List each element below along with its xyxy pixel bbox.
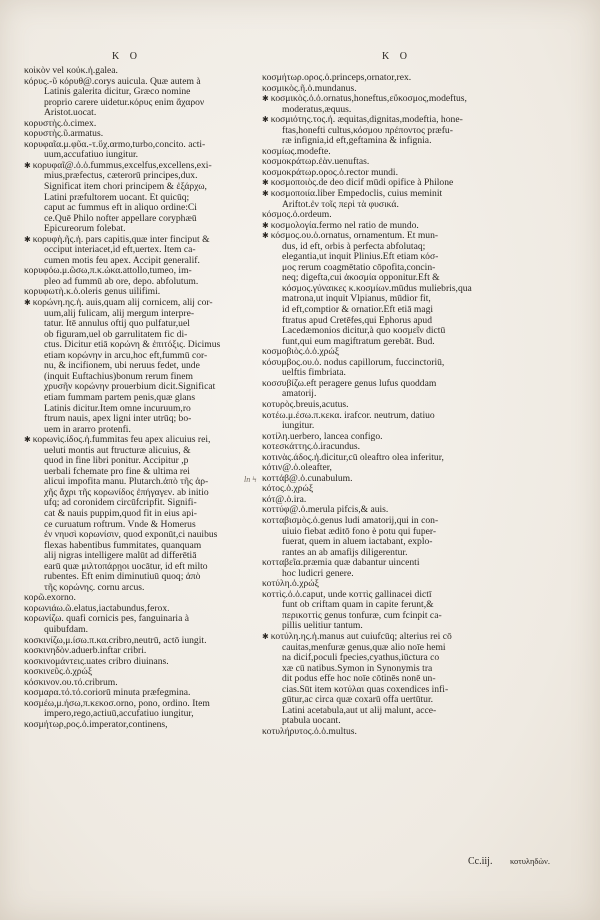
- text-line: neq; digefta,cui ἀκοσμία opponitur.Eft &: [282, 273, 440, 284]
- text-line: περικοττὶς genus tonfuræ, cum fcinpit ca-: [282, 610, 442, 621]
- text-line: ✱ κοσμοποιὸς.de deo dicif mūdi opifice à Philone: [262, 178, 507, 189]
- text-line: uerbali fchemate pro fine & ultima rei: [44, 466, 190, 477]
- right-column: [262, 73, 507, 737]
- text-line: occiput interiacet,id eft,uertex. Item ca-: [44, 245, 196, 256]
- text-line: ἐν νηυσὶ κορωνίσιν, quod exponūt,ci nauibus: [44, 530, 218, 541]
- text-line: earū quæ μιλτοπάρῃοι uocātur, id eft milto: [44, 561, 208, 572]
- text-line: ftas,honefti cultus,κόσμου πρέποντος præfu-: [282, 125, 453, 136]
- text-line: iungitur.: [282, 421, 315, 432]
- text-line: τῆς κορώνης. cornu arcus.: [44, 582, 145, 593]
- text-line: id eft,comptior & ornatior.Eft etiā magi: [282, 305, 434, 316]
- text-line: κορυστὴς.ῦ.armatus.: [24, 129, 104, 140]
- text-line: κορῶ.exorno.: [24, 593, 76, 604]
- text-line: na dicif,poculi fpecies,cyathus,iūctura co: [282, 653, 440, 664]
- text-line: κόρυς.-ῦ κόρυθ@.corys auicula. Quæ autem à: [24, 76, 201, 87]
- text-line: nu, & incifionem, ubi neruus fedet, unde: [44, 361, 200, 372]
- signature-line: [468, 856, 550, 867]
- text-line: κότ@.ὁ.ira.: [262, 494, 307, 505]
- text-line: xæ cū natibus.Symon in Synonymis tra: [282, 663, 433, 674]
- text-line: Latinis dicitur.Item omne incuruum,ro: [44, 403, 191, 414]
- text-line: Lacedæmonios dicitur,à quo κοσμεῖν dictū: [282, 326, 446, 337]
- text-line: quibufdam.: [44, 624, 88, 635]
- text-line: κοτεσκάττης.ὁ.iracundus.: [262, 442, 361, 453]
- text-line: etiam fummam partem penis,quæ glans: [44, 392, 196, 403]
- text-line: cumen motis feu apex. Accipit generalif.: [44, 255, 200, 266]
- text-line: κοσμοβιὸς.ὁ.ὁ.χρώξ: [262, 347, 340, 358]
- text-line: κοτταβεῖα.præmia quæ dabantur uincenti: [262, 558, 420, 569]
- text-line: cat & nauis puppim,quod fit in eius api-: [44, 508, 197, 519]
- text-line: κοσκινίζω,μ.ίσω.π.κα.cribro,neutrū, actō iungit.: [24, 635, 207, 646]
- text-line: uiuio fiebat æditō fono è potu qui fuper-: [282, 526, 437, 537]
- text-line: Latini præfultorem uocant. Et quicūq;: [44, 192, 190, 203]
- text-line: κόσμος.ὁ.ordeum.: [262, 210, 332, 221]
- text-line: caput ac fummus eft in aliquo ordine:Ci: [44, 203, 197, 214]
- text-line: κοσμίως.modefte.: [262, 146, 331, 157]
- text-line: alicui impofita manu. Plutarch.ἀπὸ τῆς ἀρ-: [44, 477, 209, 488]
- text-line: κόσμος.γύναικες κ.κοσμίων.mūdus muliebris,qua: [282, 283, 472, 294]
- text-line: gūtur,ac circa quæ coxarū offa uertūtur.: [282, 695, 434, 706]
- text-line: (inquit Euftachius)bonum rerum finem: [44, 371, 193, 382]
- text-line: κόσυμβος.ου.ὁ. nodus capillorum, fuccinctoriū,: [262, 357, 445, 368]
- text-line: κοσκινηδὸν.aduerb.inftar cribri.: [24, 646, 147, 657]
- text-line: Aristot.uocat.: [44, 108, 97, 119]
- text-line: κορωνίζω. quafi cornicis pes, fanguinaria à: [24, 614, 189, 625]
- text-line: funt,qui eum magiftratum gerebāt. Bud.: [282, 336, 435, 347]
- text-line: rantes an ab amafijs diligerentur.: [282, 547, 408, 558]
- text-line: κοττύφ@.ὁ.merula pifcis,& auis.: [262, 505, 389, 516]
- text-line: κοσμικὸς.ῆ.ὁ.mundanus.: [262, 83, 357, 94]
- text-line: κοτυρὸς.breuis,acutus.: [262, 399, 349, 410]
- text-line: ptabula uocant.: [282, 716, 341, 727]
- text-line: κοττὶς.ὁ.ὁ.caput, unde κοττὶς gallinacei dictī: [262, 589, 432, 600]
- text-line: ftratus apud Cretēfes,qui Ephorus apud: [282, 315, 432, 326]
- text-line: κοτύλη.ὁ.χρώξ: [262, 579, 319, 590]
- text-line: κοττάβ@.ὁ.cunabulum.: [262, 473, 353, 484]
- text-line: χρυσῆν κορώνην prouerbium dicit.Significat: [44, 382, 216, 393]
- text-line: ftrum nauis, apex ligni inter utrūq; bo-: [44, 414, 192, 425]
- text-line: etiam κορώνην in arcu,hoc eft,fummū cor-: [44, 350, 208, 361]
- text-line: flexas habentibus fummitates, quanquam: [44, 540, 202, 551]
- text-line: κοσμέω,μ.ήσω,π.κεκοσ.orno, pono, ordino. Item: [24, 698, 210, 709]
- catchword: κοτυληδὼν.: [509, 856, 550, 866]
- text-line: impero,rego,actiuū,accufatiuo iungitur,: [44, 709, 194, 720]
- text-line: moderatus,æquus.: [282, 104, 352, 115]
- text-line: κορωνιάω.ῶ.elatus,iactabundus,ferox.: [24, 603, 170, 614]
- text-line: uum,alij fulicam, alij mergum interpre-: [44, 308, 195, 319]
- text-line: funt ob criftam quam in capite ferunt,&: [282, 600, 434, 611]
- left-column: [24, 66, 269, 730]
- text-line: ✱ κοσμικὸς.ὁ.ὁ.ornatus,honeftus,εὔκοσμος,modeftus,: [262, 94, 507, 105]
- text-line: Latini acetabula,aut ut alij malunt, acce-: [282, 705, 437, 716]
- text-line: κορυστὴς.ὁ.cimex.: [24, 118, 97, 129]
- text-line: κοσκινεῦς.ὁ.χρώξ: [24, 667, 93, 678]
- text-line: cauitas,menfuræ genus,quæ alio noīe hemi: [282, 642, 446, 653]
- text-line: μος rerum coagmētatio cōpofita,concin-: [282, 262, 436, 273]
- text-line: ce.Quē Philo nofter appellare coryphæū: [44, 213, 197, 224]
- text-line: Epicureorum folebat.: [44, 224, 126, 235]
- text-line: κορυφαῖα.μ.φῦα.-τ.ὕχ.αrmo,turbo,concito. acti-: [24, 139, 206, 150]
- text-line: ufq; ad coronidem circūfcripfit. Signifi-: [44, 498, 197, 509]
- text-line: κοσμοκράτωρ.ἐὰν.uenuftas.: [262, 157, 370, 168]
- text-line: κοσμήτωρ,ρος.ὁ.imperator,continens,: [24, 719, 168, 730]
- text-line: alij nigras intelligere malūt ad differētiā: [44, 551, 197, 562]
- text-line: uum,accufatiuo iungitur.: [44, 150, 139, 161]
- text-line: ✱ κορυφαῖ@.ὁ.ὁ.fummus,excelfus,excellens,exi-: [24, 161, 269, 172]
- text-line: κοτίλη.uerbero, lancea configo.: [262, 431, 383, 442]
- running-head-right: K O: [382, 51, 411, 62]
- text-line: mius,præfectus, cæterorū principes,dux.: [44, 171, 198, 182]
- text-line: κοτινὰς.άδος.ἡ.dicitur,cū oleaftro olea inferitur,: [262, 452, 444, 463]
- text-line: ✱ κοσμιότης.τος.ἡ. æquitas,dignitas,modeftia, hone-: [262, 115, 507, 126]
- text-line: uelftis fimbriata.: [282, 368, 346, 379]
- text-line: ob figuram,uel ob garrulitatem fic di-: [44, 329, 188, 340]
- text-line: ctus. Dicitur etiā κορώνη & ἐπιτόξις. Dicimus: [44, 340, 221, 351]
- signature-mark: Cc.iij.: [468, 856, 493, 867]
- text-line: κοὶκὸν vel κοὐκ.ἡ.galea.: [24, 66, 118, 76]
- text-line: κορυφόω.μ.ῶσω,π.κ.ὡκα.attollo,tumeo, im-: [24, 266, 192, 277]
- text-line: ✱ κόσμος.ου.ὁ.ornatus, ornamentum. Et mun-: [262, 231, 507, 242]
- text-line: κοσκινομάντεις.uates cribro diuinans.: [24, 656, 169, 667]
- text-line: κοσμήτωρ.ορος.ὁ.princeps,ornator,rex.: [262, 73, 412, 83]
- text-line: proprio carere uidetur.κόρυς enim ἄχαρον: [44, 97, 205, 108]
- text-line: pillis uelitiur tantum.: [282, 621, 363, 632]
- text-line: Latinis galerita dicitur, Græco nomine: [44, 87, 191, 98]
- text-line: matrona,ut inquit Vlpianus, mūdior fit,: [282, 294, 431, 305]
- text-line: ✱ κορώνη.ης.ἡ. auis,quam alij cornicem, alij cor-: [24, 298, 269, 309]
- text-line: elegantia,ut inquit Plinius.Eft etiam κόσ-: [282, 252, 439, 263]
- text-line: Significat item chori principem & ἐξάρχω,: [44, 182, 207, 193]
- text-line: quod in fine libri ponitur. Accipitur ,p: [44, 456, 189, 467]
- text-line: ✱ κοσμοποιία.liber Empedoclis, cuius meminit: [262, 189, 507, 200]
- text-line: amatorij.: [282, 389, 317, 400]
- text-line: dit podus effe hoc noīe cōtinēs nonē un-: [282, 674, 436, 685]
- text-line: dus, id eft, orbis à perfecta abfolutaq;: [282, 241, 426, 252]
- text-line: ræ infignia,id eft,geftamina & infignia.: [282, 136, 432, 147]
- text-line: cias.Sūt item κοτύλαι quas coxendices infi-: [282, 684, 449, 695]
- text-line: tatur. Itē annulus oftij quo pulfatur,uel: [44, 319, 190, 330]
- text-line: κόσκινον.ου.τό.cribrum.: [24, 677, 118, 688]
- text-line: κοτταβισμὸς.ὁ.genus ludi amatorij,qui in con-: [262, 515, 439, 526]
- text-line: κότος.ὁ.χρώξ: [262, 484, 314, 495]
- text-line: ✱ κοτύλη.ης.ἡ.manus aut cuiufcūq; alterius rei cō: [262, 632, 507, 643]
- text-line: κοτυλήρυτος.ὁ.ὁ.multus.: [262, 726, 357, 737]
- text-line: hoc ludicri genere.: [282, 568, 354, 579]
- text-line: fuerat, quem in aluem iactabant, explo-: [282, 537, 433, 548]
- text-line: κορυφωτὴ.κ.ὁ.oleris genus uilifimi.: [24, 287, 161, 298]
- text-line: κοσσυβίζω.eft peragere genus lufus quoddam: [262, 378, 437, 389]
- text-line: ✱ κορυφὴ.ῆς.ἡ. pars capitis,quæ inter finciput &: [24, 235, 269, 246]
- text-line: ✱ κορωνὶς.ίδος.ἡ.fummitas feu apex alicuius rei,: [24, 435, 269, 446]
- text-line: Ariftot.ἐν τοῖς περὶ τὰ φυσικά.: [282, 199, 399, 210]
- text-line: κοσμοκράτωρ.ορος.ὁ.rector mundi.: [262, 167, 398, 178]
- text-line: ✱ κοσμολογία.fermo nel ratio de mundo.: [262, 221, 507, 232]
- text-line: κοσμαρα.τό.τό.coriorū minuta præfegmina.: [24, 688, 191, 699]
- text-line: rubentes. Eft enim diminutiuū quoq; ἀπὸ: [44, 572, 201, 583]
- text-line: ce curuatum roftrum. Vnde & Homerus: [44, 519, 196, 530]
- text-line: ueluti montis aut ftructuræ alicuius, &: [44, 445, 191, 456]
- margin-note-left: ln Ϟ: [244, 475, 257, 484]
- text-line: χῆς ἄχρι τῆς κορωνίδος ἐπήγαγεν. ab initio: [44, 487, 209, 498]
- text-line: κότιν@.ὁ.oleafter,: [262, 463, 332, 474]
- text-line: κοτέω.μ.έσω.π.κεκα. irafcor. neutrum, datiuo: [262, 410, 435, 421]
- text-line: pleo ad fummū ab ore, depo. abfolutum.: [44, 276, 199, 287]
- running-head-left: K O: [112, 51, 141, 62]
- text-line: uem in ararro protenfi.: [44, 424, 131, 435]
